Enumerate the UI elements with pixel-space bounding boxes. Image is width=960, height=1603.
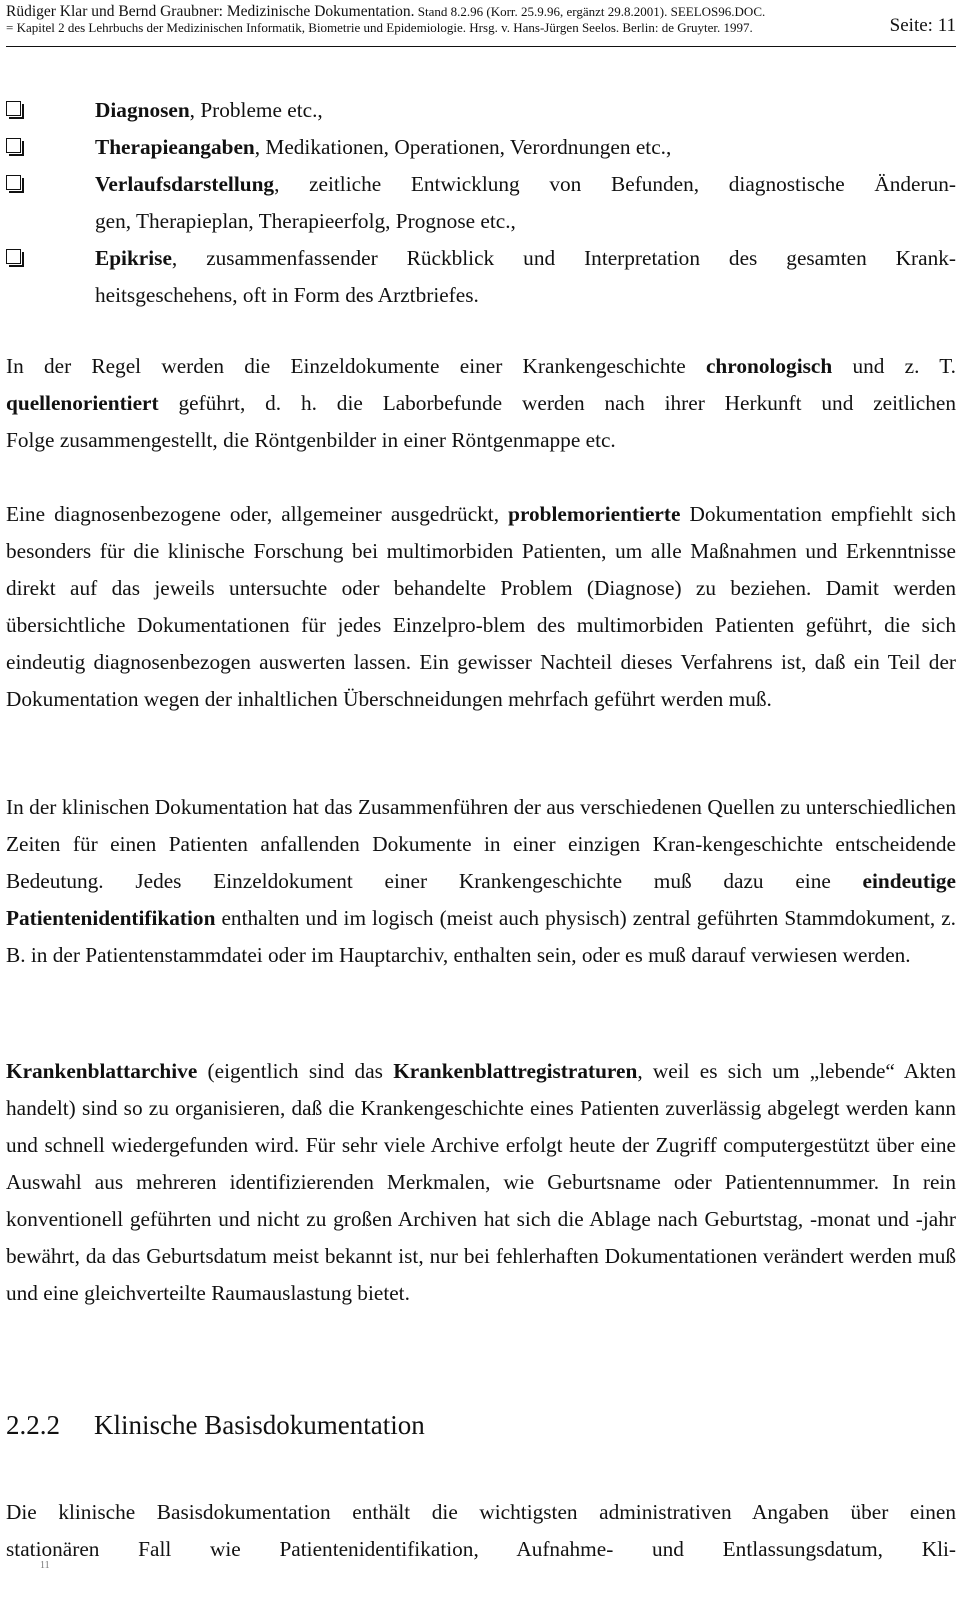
bold-term: Krankenblattregistraturen [393, 1059, 638, 1083]
text-line: Die klinische Basisdokumentation enthält die wichtigsten administrativen Angaben über einen [6, 1500, 956, 1524]
text-run: (eigentlich sind das [197, 1059, 394, 1083]
bold-term: Krankenblattarchive [6, 1059, 198, 1083]
text-run: Eine diagnosenbezogene oder, allgemeiner ausgedrückt, [6, 502, 509, 526]
page-header [6, 4, 956, 36]
page-number: Seite: 11 [889, 15, 956, 36]
paragraph-chronological [6, 348, 956, 459]
header-line-1 [6, 4, 956, 20]
bullet-list [6, 92, 956, 314]
text-run: In der klinischen Dokumentation hat das Zusammenführen der aus verschiedenen Quellen zu unterschiedlichen Zeiten für einen Patienten anfallenden Dokumente in einer einzigen Kran-kengeschichte entscheidende Bedeutung. Jedes Einzeldokument einer Krankengeschichte muß dazu eine [6, 795, 956, 893]
bullet-text: , Probleme etc., [189, 98, 323, 122]
text-run: Dokumentation empfiehlt sich besonders für die klinische Forschung bei multimorbiden Patienten, um alle Maßnahmen und Erkenntnisse direkt auf das jeweils untersuchte oder behandelte Problem (Diagnose) zu beziehen. Damit werden übersichtliche Dokumentationen für jedes Einzelpro-blem des multimorbiden Patienten geführt, die sich eindeutig diagnosenbezogen auswerten lassen. Ein gewisser Nachteil dieses Verfahrens ist, daß ein Teil der Dokumentation wegen der inhaltlichen Überschneidungen mehrfach geführt werden muß. [6, 502, 956, 711]
text-run: Folge zusammengestellt, die Röntgenbilder in einer Röntgenmappe etc. [6, 428, 616, 452]
bullet-text-continued: heitsgeschehens, oft in Form des Arztbriefes. [95, 283, 479, 307]
paragraph-patient-identification [6, 789, 956, 974]
header-source: = Kapitel 2 des Lehrbuchs der Medizinischen Informatik, Biometrie und Epidemiologie. Hrsg. v. Hans-Jürgen Seelos. Berlin: de Gruyter. 1997. [6, 20, 753, 35]
bold-term: eindeutige Patientenidentifikation [6, 869, 956, 930]
checkbox-bullet-icon [6, 175, 21, 190]
text-run: In der Regel werden die Einzeldokumente einer Krankengeschichte [6, 354, 706, 378]
checkbox-bullet-icon [6, 138, 21, 153]
section-heading [6, 1405, 956, 1445]
section-number: 2.2.2 [6, 1410, 60, 1440]
bullet-text: , zeitliche Entwicklung von Befunden, diagnostische Änderun- [274, 172, 956, 196]
list-item [6, 129, 956, 166]
section-title: Klinische Basisdokumentation [94, 1410, 425, 1440]
header-meta: Stand 8.2.96 (Korr. 25.9.96, ergänzt 29.8.2001). SEELOS96.DOC. [417, 4, 766, 19]
bold-term: chronologisch [705, 354, 833, 378]
checkbox-bullet-icon [6, 101, 21, 116]
bullet-text: , zusammenfassender Rückblick und Interpretation des gesamten Krank- [171, 246, 956, 270]
bullet-text: , Medikationen, Operationen, Verordnungen etc., [254, 135, 672, 159]
list-item [6, 166, 956, 240]
bullet-text-continued: gen, Therapieplan, Therapieerfolg, Prognose etc., [95, 209, 516, 233]
paragraph-basisdokumentation [6, 1494, 956, 1568]
list-item [6, 92, 956, 129]
bullet-term: Therapieangaben [95, 135, 255, 159]
bullet-term: Verlaufsdarstellung [95, 172, 275, 196]
bold-term: quellenorientiert [6, 391, 159, 415]
header-title: Rüdiger Klar und Bernd Graubner: Medizinische Dokumentation. [6, 3, 415, 20]
text-run: geführt, d. h. die Laborbefunde werden nach ihrer Herkunft und zeitlichen [158, 391, 956, 415]
paragraph-archives [6, 1053, 956, 1312]
list-item [6, 240, 956, 314]
bold-term: problemorientierte [508, 502, 681, 526]
header-divider [6, 46, 956, 47]
paragraph-problem-oriented [6, 496, 956, 718]
text-run: , weil es sich um „lebende“ Akten handelt) sind so zu organisieren, daß die Krankengeschichte eines Patienten zuverlässig abgelegt werden kann und schnell wiedergefunden wird. Für sehr viele Archive erfolgt heute der Zugriff computergestützt über eine Auswahl aus mehreren identifizierenden Merkmalen, wie Geburtsname oder Patientennummer. In rein konventionell geführten und nicht zu großen Archiven hat sich die Ablage nach Geburtstag, -monat und -jahr bewährt, da das Geburtsdatum meist bekannt ist, nur bei fehlerhaften Dokumentationen verändert werden muß und eine gleichverteilte Raumauslastung bietet. [6, 1059, 956, 1305]
checkbox-bullet-icon [6, 249, 21, 264]
text-run: enthalten und im logisch (meist auch physisch) zentral geführten Stammdokument, z. B. in der Patientenstammdatei oder im Hauptarchiv, enthalten sein, oder es muß darauf verwiesen werden. [6, 906, 956, 967]
bullet-term: Diagnosen [95, 98, 190, 122]
bullet-term: Epikrise [95, 246, 172, 270]
text-run: und z. T. [832, 354, 956, 378]
footer-page-mark: 11 [40, 1560, 50, 1571]
text-line: stationären Fall wie Patientenidentifikation, Aufnahme- und Entlassungsdatum, Kli- [6, 1537, 956, 1561]
header-line-2 [6, 15, 956, 36]
